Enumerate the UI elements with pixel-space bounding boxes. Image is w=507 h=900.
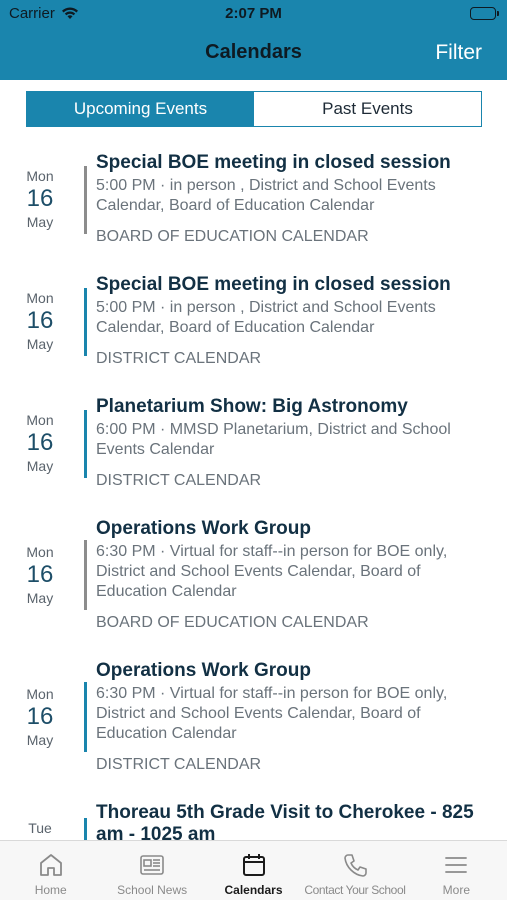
- tab-contact-your-school[interactable]: [304, 841, 405, 900]
- event-day: 16: [26, 429, 54, 456]
- event-month: May: [26, 590, 54, 606]
- event-calendar: BOARD OF EDUCATION CALENDAR: [96, 614, 369, 631]
- event-list[interactable]: [0, 140, 507, 840]
- calendar-color-bar: [84, 540, 87, 610]
- event-details: 5:00 PM · in person , District and School Events Calendar, Board of Education Calendar: [96, 299, 436, 336]
- event-title: Planetarium Show: Big Astronomy: [96, 396, 408, 417]
- calendar-color-bar: [84, 410, 87, 478]
- tab-label: Calendars: [224, 883, 283, 897]
- filter-button[interactable]: Filter: [435, 41, 482, 64]
- calendar-color-bar: [84, 166, 87, 234]
- event-day: 16: [26, 561, 54, 588]
- event-day: 16: [26, 703, 54, 730]
- page-title: Calendars: [205, 41, 302, 63]
- event-month: May: [26, 458, 54, 474]
- calendar-color-bar: [84, 682, 87, 752]
- tab-home[interactable]: [0, 841, 101, 900]
- event-weekday: Mon: [26, 168, 54, 184]
- tab-school-news[interactable]: [101, 841, 202, 900]
- event-title: Operations Work Group: [96, 518, 312, 539]
- event-title: Thoreau 5th Grade Visit to Cherokee - 825 am - 1025 am: [96, 802, 474, 840]
- event-details: 6:30 PM · Virtual for staff--in person for BOE only, District and School Events Calendar, Board of Education Calendar: [96, 543, 448, 600]
- event-date: [0, 412, 80, 474]
- battery-icon: [470, 7, 496, 20]
- event-content: [96, 802, 496, 840]
- event-title: Special BOE meeting in closed session: [96, 274, 451, 295]
- tab-bar: [0, 840, 507, 900]
- event-date: [0, 820, 80, 836]
- event-date: [0, 168, 80, 230]
- event-month: May: [26, 336, 54, 352]
- event-details: 6:30 PM · Virtual for staff--in person for BOE only, District and School Events Calendar, Board of Education Calendar: [96, 685, 448, 742]
- tab-label: More: [442, 883, 470, 897]
- event-date: [0, 544, 80, 606]
- tab-more[interactable]: [406, 841, 507, 900]
- event-weekday: Mon: [26, 686, 54, 702]
- event-content: [96, 660, 496, 774]
- phone-icon: [341, 851, 369, 879]
- event-date: [0, 290, 80, 352]
- tab-label: Contact Your School: [304, 883, 406, 897]
- event-date: [0, 686, 80, 748]
- tab-label: Home: [34, 883, 67, 897]
- carrier-label: Carrier: [9, 5, 55, 22]
- status-time: 2:07 PM: [225, 5, 282, 22]
- event-weekday: Tue: [28, 820, 52, 836]
- event-content: [96, 274, 496, 368]
- status-bar: [0, 5, 507, 25]
- event-title: Operations Work Group: [96, 660, 312, 681]
- tab-calendars[interactable]: [203, 841, 304, 900]
- menu-icon: [442, 851, 470, 879]
- event-details: 6:00 PM · MMSD Planetarium, District and School Events Calendar: [96, 421, 451, 458]
- tab-label: School News: [117, 883, 188, 897]
- nav-header: [0, 0, 507, 80]
- event-weekday: Mon: [26, 290, 54, 306]
- event-weekday: Mon: [26, 412, 54, 428]
- event-weekday: Mon: [26, 544, 54, 560]
- event-calendar: DISTRICT CALENDAR: [96, 756, 262, 773]
- event-title: Special BOE meeting in closed session: [96, 152, 451, 173]
- tab-upcoming-events[interactable]: Upcoming Events: [27, 92, 254, 126]
- calendar-color-bar: [84, 818, 87, 840]
- event-details: 5:00 PM · in person , District and School Events Calendar, Board of Education Calendar: [96, 177, 436, 214]
- event-calendar: BOARD OF EDUCATION CALENDAR: [96, 228, 369, 245]
- calendar-color-bar: [84, 288, 87, 356]
- event-content: [96, 518, 496, 632]
- event-month: May: [26, 732, 54, 748]
- event-day: 16: [26, 307, 54, 334]
- calendar-icon: [240, 851, 268, 879]
- tab-past-events[interactable]: Past Events: [254, 92, 481, 126]
- event-day: 16: [26, 185, 54, 212]
- event-content: [96, 396, 496, 490]
- news-icon: [138, 851, 166, 879]
- event-month: May: [26, 214, 54, 230]
- event-content: [96, 152, 496, 246]
- event-segmented-control: [26, 91, 482, 127]
- home-icon: [37, 851, 65, 879]
- event-calendar: DISTRICT CALENDAR: [96, 350, 262, 367]
- event-calendar: DISTRICT CALENDAR: [96, 472, 262, 489]
